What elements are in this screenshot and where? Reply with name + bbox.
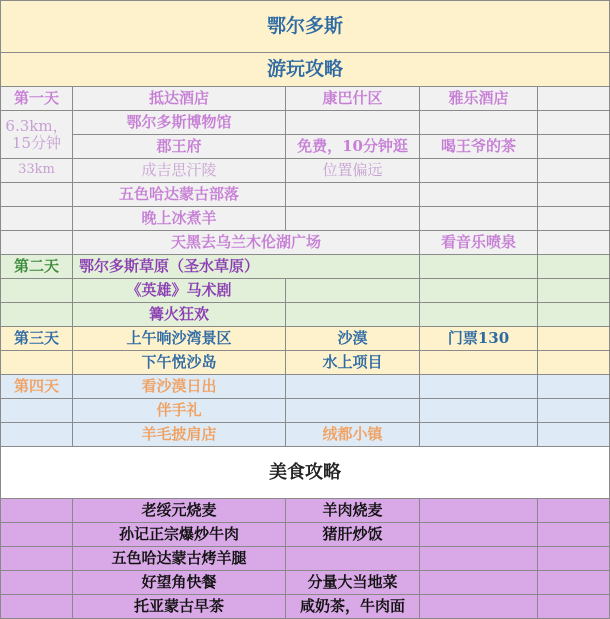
restaurant-cell: 好望角快餐 [73,571,286,595]
table-row [1,375,610,399]
extra-cell [420,183,538,207]
table-row [1,523,610,547]
empty-cell [538,183,610,207]
activity-cell: 郡王府 [73,135,286,159]
table-row [1,399,610,423]
note-cell: 康巴什区 [286,87,420,111]
extra-cell [420,207,538,231]
empty-cell [538,375,610,399]
note-cell: 绒都小镇 [286,423,420,447]
empty-cell [1,595,73,619]
empty-cell [538,111,610,135]
extra-cell [420,375,538,399]
empty-cell [420,547,538,571]
table-row [1,279,610,303]
empty-cell [538,279,610,303]
empty-cell [538,423,610,447]
activity-cell: 鄂尔多斯草原（圣水草原） [73,255,420,279]
note-cell: 位置偏远 [286,159,420,183]
activity-cell: 羊毛披肩店 [73,423,286,447]
note-cell [286,303,420,327]
dish-cell: 分量大当地菜 [286,571,420,595]
table-row [1,327,610,351]
empty-cell [1,547,73,571]
activity-cell: 伴手礼 [73,399,286,423]
day-cell: 第二天 [1,255,73,279]
activity-cell: 成吉思汗陵 [73,159,286,183]
table-row [1,499,610,523]
dish-cell: 猪肝炒饭 [286,523,420,547]
day-cell [1,399,73,423]
activity-cell: 五色哈达蒙古部落 [73,183,286,207]
travel-section-row [1,53,610,87]
empty-cell [538,571,610,595]
dish-cell [286,547,420,571]
table-row [1,135,610,159]
empty-cell [1,523,73,547]
empty-cell [538,255,610,279]
day-cell [1,279,73,303]
table-row [1,303,610,327]
note-cell [286,279,420,303]
empty-cell [1,499,73,523]
table-row [1,183,610,207]
note-cell: 水上项目 [286,351,420,375]
extra-cell: 看音乐喷泉 [420,231,538,255]
note-cell [286,183,420,207]
empty-cell [538,87,610,111]
title-row [1,1,610,53]
activity-cell: 《英雄》马术剧 [73,279,286,303]
note-cell: 沙漠 [286,327,420,351]
extra-cell [420,255,538,279]
dish-cell: 羊肉烧麦 [286,499,420,523]
empty-cell [538,159,610,183]
day-cell [1,207,73,231]
table-row [1,231,610,255]
empty-cell [538,135,610,159]
extra-cell [420,351,538,375]
day-cell: 第三天 [1,327,73,351]
empty-cell [538,499,610,523]
empty-cell [420,595,538,619]
empty-cell [538,399,610,423]
extra-cell: 喝王爷的茶 [420,135,538,159]
extra-cell: 雅乐酒店 [420,87,538,111]
note-cell [286,111,420,135]
restaurant-cell: 孙记正宗爆炒牛肉 [73,523,286,547]
day-cell [1,351,73,375]
activity-cell: 鄂尔多斯博物馆 [73,111,286,135]
empty-cell [420,523,538,547]
table-row [1,159,610,183]
table-row [1,87,610,111]
activity-cell: 篝火狂欢 [73,303,286,327]
activity-cell: 下午悦沙岛 [73,351,286,375]
activity-cell: 晚上冰煮羊 [73,207,286,231]
note-cell [286,399,420,423]
activity-cell: 天黑去乌兰木伦湖广场 [73,231,420,255]
extra-cell [420,279,538,303]
note-cell: 免费，10分钟逛 [286,135,420,159]
dish-cell: 咸奶茶，牛肉面 [286,595,420,619]
table-row [1,351,610,375]
day-cell: 第一天 [1,87,73,111]
note-cell [286,207,420,231]
page-title: 鄂尔多斯 [1,1,610,53]
day-cell [1,231,73,255]
empty-cell [538,595,610,619]
restaurant-cell: 托亚蒙古早茶 [73,595,286,619]
table-row [1,111,610,135]
restaurant-cell: 老绥元烧麦 [73,499,286,523]
empty-cell [1,571,73,595]
empty-cell [538,303,610,327]
day-cell: 第四天 [1,375,73,399]
table-row [1,423,610,447]
extra-cell [420,399,538,423]
activity-cell: 上午响沙湾景区 [73,327,286,351]
table-row [1,547,610,571]
activity-cell: 看沙漠日出 [73,375,286,399]
activity-cell: 抵达酒店 [73,87,286,111]
day-cell [1,303,73,327]
table-row [1,595,610,619]
table-row [1,207,610,231]
extra-cell [420,423,538,447]
table-row [1,571,610,595]
day-cell [1,423,73,447]
empty-cell [538,207,610,231]
extra-cell: 门票130 [420,327,538,351]
empty-cell [538,231,610,255]
empty-cell [538,547,610,571]
table-row [1,255,610,279]
empty-cell [420,499,538,523]
day-cell: 33km [1,159,73,183]
extra-cell [420,159,538,183]
day-cell [1,183,73,207]
extra-cell [420,303,538,327]
note-cell [286,375,420,399]
empty-cell [420,571,538,595]
day-cell: 6.3km，15分钟 [1,111,73,159]
food-section-row [1,447,610,499]
empty-cell [538,351,610,375]
extra-cell [420,111,538,135]
empty-cell [538,523,610,547]
restaurant-cell: 五色哈达蒙古烤羊腿 [73,547,286,571]
travel-section-title: 游玩攻略 [1,53,610,87]
food-section-title: 美食攻略 [1,447,610,499]
empty-cell [538,327,610,351]
